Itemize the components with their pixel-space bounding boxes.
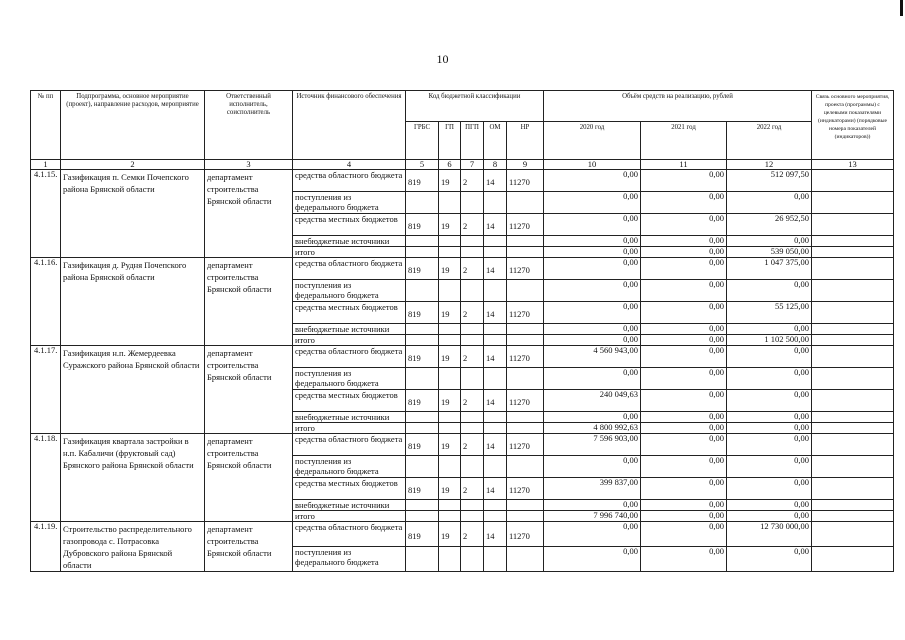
code-gp: 19 — [439, 258, 461, 280]
amount-2021: 0,00 — [641, 456, 727, 478]
amount-2022: 539 050,00 — [727, 247, 812, 258]
code-om: 14 — [484, 258, 507, 280]
code-grbs — [406, 412, 439, 423]
amount-2022: 0,00 — [727, 236, 812, 247]
column-number: 7 — [461, 160, 484, 170]
code-pgp — [461, 247, 484, 258]
amount-2021: 0,00 — [641, 324, 727, 335]
amount-2022: 12 730 000,00 — [727, 522, 812, 547]
column-number: 13 — [812, 160, 894, 170]
code-pgp: 2 — [461, 522, 484, 547]
code-om — [484, 456, 507, 478]
source-label: внебюджетные источники — [293, 500, 406, 511]
header-responsible: Ответственный исполнитель, соисполнитель — [205, 91, 293, 160]
amount-2020: 7 596 903,00 — [544, 434, 641, 456]
amount-2021: 0,00 — [641, 511, 727, 522]
code-om — [484, 192, 507, 214]
row-name: Газификация квартала застройки в н.п. Кабаличи (фруктовый сад) Брянского района Брянской области — [61, 434, 205, 522]
amount-2022: 0,00 — [727, 547, 812, 572]
code-grbs — [406, 192, 439, 214]
row-number: 4.1.17. — [31, 346, 61, 434]
source-label: внебюджетные источники — [293, 412, 406, 423]
amount-2021: 0,00 — [641, 500, 727, 511]
header-code-pgp: ПГП — [461, 122, 484, 160]
table-row — [31, 258, 894, 280]
code-om — [484, 335, 507, 346]
code-pgp: 2 — [461, 434, 484, 456]
code-gp — [439, 547, 461, 572]
source-label: итого — [293, 247, 406, 258]
code-nr — [507, 456, 544, 478]
code-gp — [439, 456, 461, 478]
source-label: внебюджетные источники — [293, 236, 406, 247]
source-label: средства областного бюджета — [293, 346, 406, 368]
amount-2021: 0,00 — [641, 258, 727, 280]
code-grbs — [406, 456, 439, 478]
indicator-link — [812, 423, 894, 434]
indicator-link — [812, 412, 894, 423]
code-nr — [507, 236, 544, 247]
amount-2020: 0,00 — [544, 280, 641, 302]
amount-2021: 0,00 — [641, 170, 727, 192]
table-row — [31, 170, 894, 192]
code-grbs: 819 — [406, 346, 439, 368]
source-label: итого — [293, 511, 406, 522]
code-pgp: 2 — [461, 258, 484, 280]
code-nr: 11270 — [507, 478, 544, 500]
code-nr — [507, 547, 544, 572]
source-label: поступления из федерального бюджета — [293, 280, 406, 302]
amount-2020: 0,00 — [544, 258, 641, 280]
code-pgp — [461, 280, 484, 302]
code-om: 14 — [484, 478, 507, 500]
header-volume: Объём средств на реализацию, рублей — [544, 91, 812, 122]
code-grbs: 819 — [406, 522, 439, 547]
code-om: 14 — [484, 390, 507, 412]
indicator-link — [812, 434, 894, 456]
code-gp: 19 — [439, 434, 461, 456]
amount-2022: 0,00 — [727, 324, 812, 335]
code-om: 14 — [484, 214, 507, 236]
code-gp: 19 — [439, 214, 461, 236]
code-pgp — [461, 456, 484, 478]
column-number: 10 — [544, 160, 641, 170]
amount-2021: 0,00 — [641, 236, 727, 247]
amount-2022: 0,00 — [727, 390, 812, 412]
amount-2022: 0,00 — [727, 478, 812, 500]
code-grbs: 819 — [406, 302, 439, 324]
source-label: средства областного бюджета — [293, 522, 406, 547]
indicator-link — [812, 500, 894, 511]
source-label: поступления из федерального бюджета — [293, 547, 406, 572]
code-gp: 19 — [439, 170, 461, 192]
code-nr: 11270 — [507, 214, 544, 236]
code-pgp: 2 — [461, 390, 484, 412]
indicator-link — [812, 280, 894, 302]
code-pgp — [461, 368, 484, 390]
code-gp — [439, 192, 461, 214]
code-nr: 11270 — [507, 434, 544, 456]
row-number: 4.1.15. — [31, 170, 61, 258]
scan-edge-mark — [900, 0, 903, 16]
amount-2020: 0,00 — [544, 522, 641, 547]
code-nr — [507, 423, 544, 434]
header-year-2022: 2022 год — [727, 122, 812, 160]
code-om — [484, 324, 507, 335]
indicator-link — [812, 346, 894, 368]
amount-2021: 0,00 — [641, 335, 727, 346]
indicator-link — [812, 236, 894, 247]
column-number: 1 — [31, 160, 61, 170]
indicator-link — [812, 258, 894, 280]
code-nr: 11270 — [507, 170, 544, 192]
indicator-link — [812, 390, 894, 412]
code-om — [484, 547, 507, 572]
amount-2020: 4 800 992,63 — [544, 423, 641, 434]
amount-2020: 0,00 — [544, 368, 641, 390]
source-label: средства местных бюджетов — [293, 390, 406, 412]
source-label: итого — [293, 423, 406, 434]
code-gp — [439, 247, 461, 258]
amount-2022: 0,00 — [727, 412, 812, 423]
code-om — [484, 511, 507, 522]
amount-2020: 7 996 740,00 — [544, 511, 641, 522]
code-pgp: 2 — [461, 302, 484, 324]
code-gp: 19 — [439, 522, 461, 547]
code-nr: 11270 — [507, 390, 544, 412]
column-number: 4 — [293, 160, 406, 170]
code-om — [484, 368, 507, 390]
code-gp: 19 — [439, 302, 461, 324]
table-row — [31, 346, 894, 368]
code-pgp — [461, 236, 484, 247]
code-grbs — [406, 547, 439, 572]
code-gp — [439, 335, 461, 346]
code-om — [484, 280, 507, 302]
source-label: средства местных бюджетов — [293, 214, 406, 236]
amount-2020: 0,00 — [544, 500, 641, 511]
source-label: итого — [293, 335, 406, 346]
amount-2021: 0,00 — [641, 434, 727, 456]
column-number: 12 — [727, 160, 812, 170]
code-pgp — [461, 335, 484, 346]
code-nr — [507, 511, 544, 522]
amount-2022: 0,00 — [727, 346, 812, 368]
amount-2020: 0,00 — [544, 547, 641, 572]
budget-table — [30, 90, 894, 572]
code-pgp — [461, 547, 484, 572]
amount-2020: 0,00 — [544, 247, 641, 258]
code-grbs: 819 — [406, 434, 439, 456]
amount-2021: 0,00 — [641, 423, 727, 434]
column-number: 9 — [507, 160, 544, 170]
code-grbs — [406, 247, 439, 258]
column-number: 3 — [205, 160, 293, 170]
header-num: № пп — [31, 91, 61, 160]
amount-2022: 0,00 — [727, 368, 812, 390]
row-number: 4.1.18. — [31, 434, 61, 522]
code-nr — [507, 412, 544, 423]
indicator-link — [812, 302, 894, 324]
amount-2022: 0,00 — [727, 280, 812, 302]
code-nr — [507, 324, 544, 335]
code-grbs: 819 — [406, 390, 439, 412]
header-code-gp: ГП — [439, 122, 461, 160]
code-gp: 19 — [439, 390, 461, 412]
amount-2021: 0,00 — [641, 478, 727, 500]
page-number: 10 — [436, 52, 449, 66]
code-pgp — [461, 500, 484, 511]
code-gp — [439, 368, 461, 390]
amount-2020: 0,00 — [544, 236, 641, 247]
code-gp — [439, 511, 461, 522]
amount-2020: 0,00 — [544, 170, 641, 192]
code-nr — [507, 247, 544, 258]
source-label: внебюджетные источники — [293, 324, 406, 335]
code-nr: 11270 — [507, 302, 544, 324]
code-pgp — [461, 423, 484, 434]
indicator-link — [812, 456, 894, 478]
amount-2022: 1 102 500,00 — [727, 335, 812, 346]
amount-2021: 0,00 — [641, 412, 727, 423]
header-code-grbs: ГРБС — [406, 122, 439, 160]
amount-2020: 4 560 943,00 — [544, 346, 641, 368]
source-label: поступления из федерального бюджета — [293, 192, 406, 214]
source-label: средства областного бюджета — [293, 170, 406, 192]
header-code-nr: НР — [507, 122, 544, 160]
code-gp — [439, 324, 461, 335]
code-pgp: 2 — [461, 170, 484, 192]
amount-2020: 240 049,63 — [544, 390, 641, 412]
column-numbers-row — [31, 160, 894, 170]
amount-2020: 0,00 — [544, 214, 641, 236]
table-row — [31, 434, 894, 456]
code-pgp — [461, 412, 484, 423]
code-grbs — [406, 335, 439, 346]
amount-2021: 0,00 — [641, 547, 727, 572]
source-label: поступления из федерального бюджета — [293, 368, 406, 390]
row-name: Газификация н.п. Жемердеевка Суражского района Брянской области — [61, 346, 205, 434]
source-label: средства областного бюджета — [293, 258, 406, 280]
header-program: Подпрограмма, основное мероприятие (проект), направление расходов, мероприятие — [61, 91, 205, 160]
code-om — [484, 500, 507, 511]
indicator-link — [812, 547, 894, 572]
amount-2020: 0,00 — [544, 302, 641, 324]
source-label: средства местных бюджетов — [293, 302, 406, 324]
code-gp: 19 — [439, 478, 461, 500]
amount-2021: 0,00 — [641, 192, 727, 214]
code-grbs: 819 — [406, 478, 439, 500]
code-om — [484, 247, 507, 258]
code-om — [484, 412, 507, 423]
table-row — [31, 522, 894, 547]
amount-2022: 0,00 — [727, 500, 812, 511]
header-code-om: ОМ — [484, 122, 507, 160]
code-grbs — [406, 280, 439, 302]
amount-2020: 0,00 — [544, 192, 641, 214]
indicator-link — [812, 478, 894, 500]
code-nr — [507, 192, 544, 214]
row-responsible: департамент строительства Брянской области — [205, 434, 293, 522]
indicator-link — [812, 511, 894, 522]
code-nr: 11270 — [507, 258, 544, 280]
code-om — [484, 236, 507, 247]
code-nr — [507, 335, 544, 346]
code-gp — [439, 423, 461, 434]
row-responsible: департамент строительства Брянской области — [205, 170, 293, 258]
code-nr: 11270 — [507, 346, 544, 368]
header-source: Источник финансового обеспечения — [293, 91, 406, 160]
source-label: средства местных бюджетов — [293, 478, 406, 500]
header-link: Связь основного мероприятия, проекта (программы) с целевыми показателями (индикаторами) (порядковые номера показателей (индикаторов)) — [812, 91, 894, 160]
row-number: 4.1.19. — [31, 522, 61, 572]
source-label: поступления из федерального бюджета — [293, 456, 406, 478]
amount-2021: 0,00 — [641, 390, 727, 412]
code-om: 14 — [484, 170, 507, 192]
row-responsible: департамент строительства Брянской области — [205, 258, 293, 346]
amount-2020: 0,00 — [544, 456, 641, 478]
code-pgp — [461, 324, 484, 335]
amount-2022: 0,00 — [727, 434, 812, 456]
row-responsible: департамент строительства Брянской области — [205, 346, 293, 434]
code-pgp: 2 — [461, 214, 484, 236]
code-grbs: 819 — [406, 170, 439, 192]
amount-2021: 0,00 — [641, 346, 727, 368]
code-nr: 11270 — [507, 522, 544, 547]
indicator-link — [812, 247, 894, 258]
amount-2022: 26 952,50 — [727, 214, 812, 236]
code-grbs — [406, 423, 439, 434]
column-number: 8 — [484, 160, 507, 170]
indicator-link — [812, 214, 894, 236]
row-name: Строительство распределительного газопровода с. Потрасовка Дубровского района Брянской области — [61, 522, 205, 572]
code-om: 14 — [484, 346, 507, 368]
code-grbs — [406, 511, 439, 522]
amount-2021: 0,00 — [641, 247, 727, 258]
amount-2022: 0,00 — [727, 456, 812, 478]
code-gp — [439, 236, 461, 247]
code-grbs: 819 — [406, 214, 439, 236]
code-grbs: 819 — [406, 258, 439, 280]
column-number: 6 — [439, 160, 461, 170]
indicator-link — [812, 522, 894, 547]
amount-2022: 55 125,00 — [727, 302, 812, 324]
code-pgp — [461, 192, 484, 214]
amount-2020: 0,00 — [544, 412, 641, 423]
indicator-link — [812, 368, 894, 390]
indicator-link — [812, 170, 894, 192]
amount-2020: 0,00 — [544, 324, 641, 335]
row-name: Газификация п. Семки Почепского района Брянской области — [61, 170, 205, 258]
code-om: 14 — [484, 522, 507, 547]
code-gp — [439, 500, 461, 511]
row-responsible: департамент строительства Брянской области — [205, 522, 293, 572]
code-pgp: 2 — [461, 346, 484, 368]
amount-2020: 399 837,00 — [544, 478, 641, 500]
column-number: 11 — [641, 160, 727, 170]
code-pgp — [461, 511, 484, 522]
code-grbs — [406, 236, 439, 247]
amount-2021: 0,00 — [641, 302, 727, 324]
indicator-link — [812, 192, 894, 214]
header-budget-code: Код бюджетной классификации — [406, 91, 544, 122]
code-om: 14 — [484, 302, 507, 324]
code-om: 14 — [484, 434, 507, 456]
amount-2021: 0,00 — [641, 368, 727, 390]
code-gp: 19 — [439, 346, 461, 368]
amount-2021: 0,00 — [641, 522, 727, 547]
row-name: Газификация д. Рудня Почепского района Брянской области — [61, 258, 205, 346]
code-grbs — [406, 368, 439, 390]
code-nr — [507, 280, 544, 302]
code-grbs — [406, 324, 439, 335]
header-year-2021: 2021 год — [641, 122, 727, 160]
amount-2021: 0,00 — [641, 280, 727, 302]
code-gp — [439, 412, 461, 423]
amount-2022: 512 097,50 — [727, 170, 812, 192]
code-pgp: 2 — [461, 478, 484, 500]
amount-2022: 1 047 375,00 — [727, 258, 812, 280]
header-row — [31, 91, 894, 122]
header-year-2020: 2020 год — [544, 122, 641, 160]
code-nr — [507, 368, 544, 390]
code-nr — [507, 500, 544, 511]
code-gp — [439, 280, 461, 302]
indicator-link — [812, 324, 894, 335]
row-number: 4.1.16. — [31, 258, 61, 346]
code-om — [484, 423, 507, 434]
amount-2021: 0,00 — [641, 214, 727, 236]
column-number: 2 — [61, 160, 205, 170]
amount-2022: 0,00 — [727, 423, 812, 434]
amount-2022: 0,00 — [727, 511, 812, 522]
code-grbs — [406, 500, 439, 511]
indicator-link — [812, 335, 894, 346]
amount-2022: 0,00 — [727, 192, 812, 214]
amount-2020: 0,00 — [544, 335, 641, 346]
source-label: средства областного бюджета — [293, 434, 406, 456]
column-number: 5 — [406, 160, 439, 170]
